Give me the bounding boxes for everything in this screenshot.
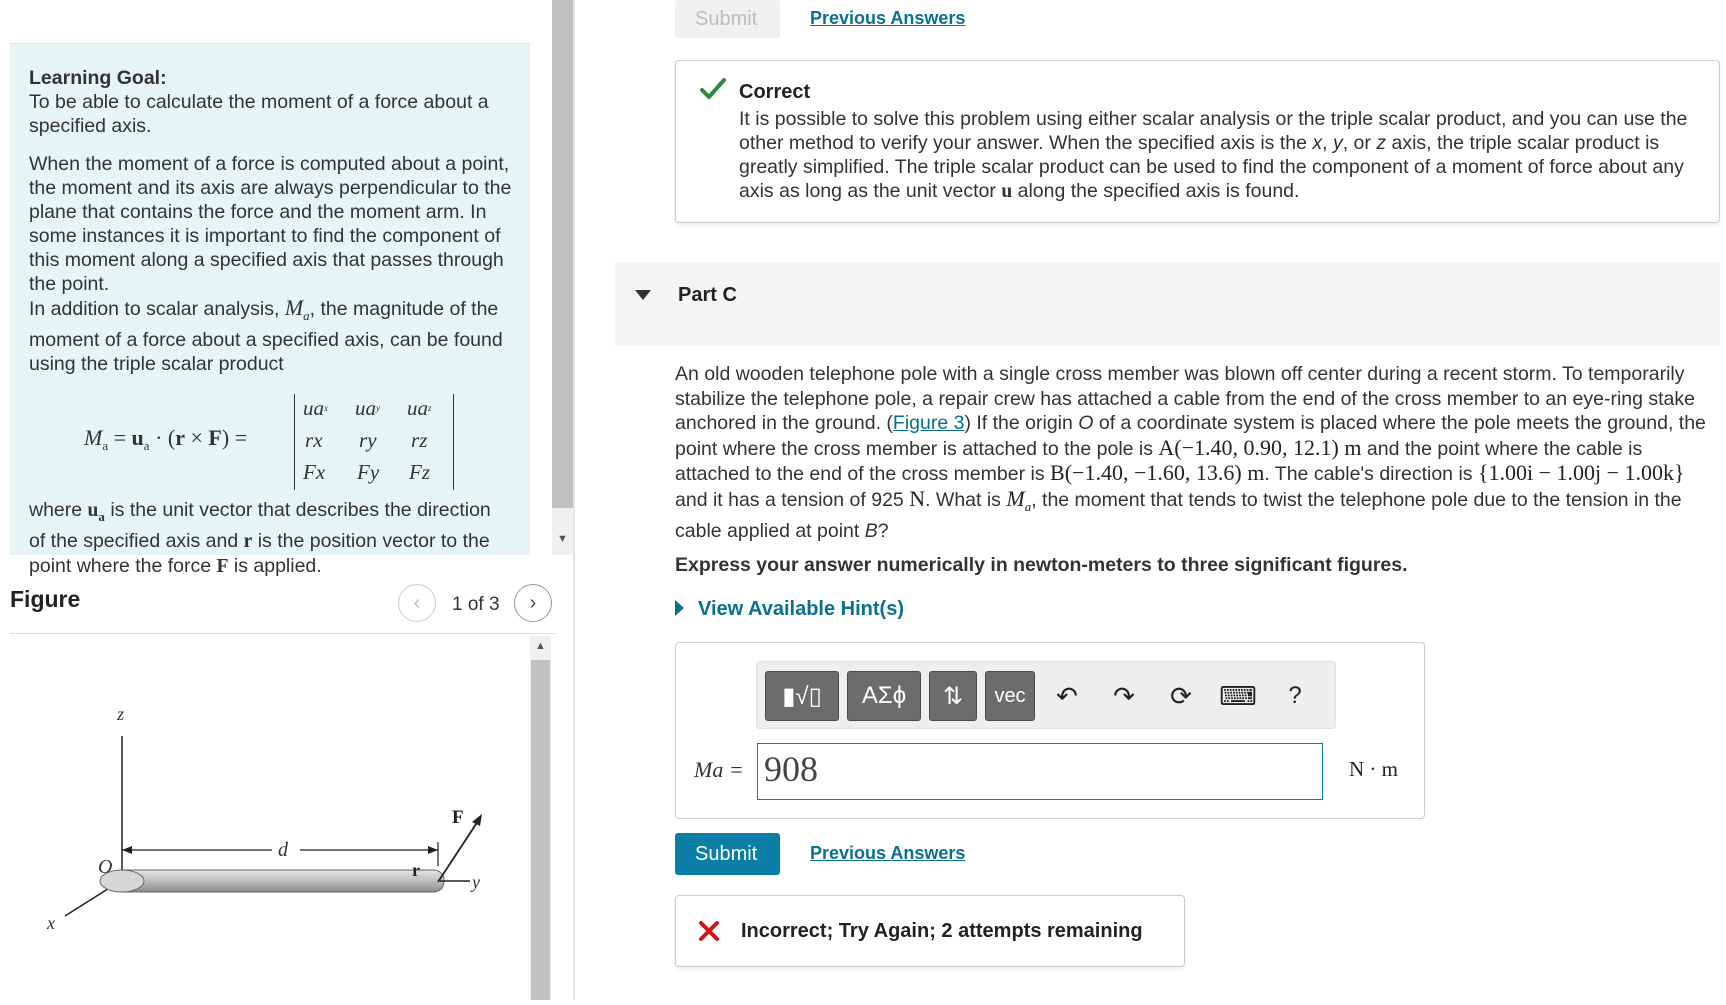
submit-button[interactable]: Submit bbox=[675, 833, 780, 875]
chevron-left-icon: ‹ bbox=[413, 591, 421, 614]
figure-previous-button[interactable] bbox=[398, 584, 436, 622]
scroll-up-arrow-icon[interactable]: ▲ bbox=[535, 640, 546, 652]
problem-text-c: of a coordinate system is placed where the pole meets the ground, the point where the cross member is attached to the pole is bbox=[675, 412, 1706, 460]
figure-title: Figure bbox=[10, 586, 81, 612]
where-text-a: where bbox=[29, 499, 83, 521]
y-axis-label: y bbox=[472, 872, 480, 892]
force-arrowhead bbox=[472, 814, 482, 826]
answer-instruction: Express your answer numerically in newton-meters to three significant figures. bbox=[675, 554, 1408, 576]
point-a-coords: A(−1.40, 0.90, 12.1) m bbox=[1158, 434, 1362, 460]
learning-goal-paragraph-2 bbox=[29, 296, 512, 376]
answer-box bbox=[675, 642, 1425, 819]
learning-goal-where bbox=[29, 498, 512, 579]
para2-text-a: In addition to scalar analysis, bbox=[29, 298, 280, 320]
correct-text-a: It is possible to solve this problem using either scalar analysis or the triple scalar product, and you can use the other method to verify your answer. When the specified axis is the bbox=[739, 108, 1688, 154]
origin-o: O bbox=[1078, 412, 1094, 434]
force-label: F bbox=[452, 807, 464, 828]
tension-unit: N bbox=[909, 485, 926, 511]
chevron-right-icon: › bbox=[529, 591, 537, 614]
problem-text-d: and the point where the cable is attached to the end of the cross member is bbox=[675, 437, 1643, 485]
collapse-caret-icon[interactable] bbox=[635, 290, 651, 300]
pane-divider[interactable] bbox=[573, 0, 575, 1000]
x-axis-label: x bbox=[47, 913, 55, 933]
previous-answers-link-top[interactable]: Previous Answers bbox=[810, 8, 966, 28]
vector-button[interactable]: vec bbox=[985, 671, 1035, 721]
math-toolbar bbox=[756, 661, 1336, 729]
point-b-name: B bbox=[864, 520, 878, 542]
z-name: z bbox=[1376, 132, 1387, 154]
expand-triangle-icon bbox=[675, 600, 684, 616]
problem-statement: An old wooden telephone pole with a single cross member was blown off center during a recent storm. To temporarily stabilize the telephone pole, a repair crew has attached a cable from the end of the cross member to an eye-ring stake anchored in the ground. (Figure 3) If the origin O of a coordinate system is placed where the pole meets the ground, the point where the cross member is attached to the pole is A(−1.40, 0.90, 12.1) m and the point where the cable is attached to the end of the cross member is B(−1.40, −1.60, 13.6) m. The cable's direction is {1.00i − 1.00j − 1.00k} and it has a tension of 925 N. What is $M_a$, the moment that tends to twist the telephone pole due to the tension in the cable applied at point B? bbox=[675, 363, 1706, 542]
where-text-c: is the position vector to the point where the force bbox=[29, 530, 490, 577]
answer-label: Ma = bbox=[694, 757, 744, 782]
unit-vector-u: u bbox=[1001, 181, 1013, 202]
subscript-superscript-button[interactable]: ⇅ bbox=[929, 671, 977, 721]
learning-goal-paragraph-1: When the moment of a force is computed about a point, the moment and its axis are always perpendicular to the plane that contains the force and the moment arm. In some instances it is important to find the component of this moment along a specified axis that passes through the point. bbox=[29, 153, 512, 295]
ma-symbol: $M_a$ bbox=[284, 295, 310, 323]
templates-button[interactable]: ▮√▯ bbox=[765, 671, 839, 721]
d-label: d bbox=[278, 839, 288, 861]
problem-text-h: , the moment that tends to twist the telephone pole due to the tension in the cable applied at point bbox=[675, 488, 1682, 542]
figure-scrollbar[interactable] bbox=[530, 636, 551, 1000]
help-icon[interactable]: ? bbox=[1288, 682, 1302, 709]
redo-icon[interactable]: ↷ bbox=[1113, 680, 1135, 711]
correct-text-c: along the specified axis is found. bbox=[1017, 180, 1300, 202]
d-arrowhead-left bbox=[122, 846, 132, 854]
problem-text-e: . The cable's direction is bbox=[1264, 463, 1473, 485]
axis-names: x bbox=[1312, 132, 1323, 154]
figure-counter: 1 of 3 bbox=[452, 594, 500, 615]
d-arrowhead-right bbox=[428, 846, 438, 854]
figure-next-button[interactable] bbox=[514, 584, 552, 622]
cross-member-beam bbox=[112, 870, 444, 892]
problem-text-f: and it has a tension of 925 bbox=[675, 488, 904, 511]
cable-direction: {1.00i − 1.00j − 1.00k} bbox=[1477, 460, 1685, 485]
origin-label: O bbox=[98, 856, 113, 878]
scrollbar-thumb[interactable] bbox=[552, 0, 573, 508]
answer-unit: N · m bbox=[1349, 757, 1398, 781]
learning-goal-scrollbar[interactable] bbox=[552, 0, 573, 555]
triple-scalar-formula bbox=[29, 394, 512, 498]
checkmark-icon bbox=[700, 77, 726, 101]
left-pane bbox=[0, 0, 575, 1000]
problem-text-g: . What is bbox=[925, 488, 1001, 511]
incorrect-message: Incorrect; Try Again; 2 attempts remaining bbox=[741, 920, 1143, 942]
reset-icon[interactable]: ⟳ bbox=[1170, 680, 1192, 711]
figure-3-link[interactable]: Figure 3 bbox=[892, 412, 965, 434]
y-name: y bbox=[1332, 132, 1343, 154]
r-symbol: r bbox=[243, 531, 253, 552]
answer-input[interactable]: 908 bbox=[757, 743, 1323, 800]
r-label: r bbox=[412, 860, 420, 880]
learning-goal-intro: To be able to calculate the moment of a force about a specified axis. bbox=[29, 91, 489, 137]
incorrect-feedback bbox=[675, 895, 1185, 967]
submit-button-disabled[interactable]: Submit bbox=[675, 0, 780, 38]
correct-feedback bbox=[675, 60, 1720, 223]
formula-determinant: u a x u a y u a z r x r y r z F x F y F z bbox=[294, 394, 454, 490]
previous-answers-link[interactable]: Previous Answers bbox=[810, 843, 966, 863]
z-axis-label: z bbox=[117, 704, 125, 724]
formula-lhs: $M_a = u_a \cdot (r \times F)$ = bbox=[84, 425, 248, 453]
where-text-b: is the unit vector that describes the direction of the specified axis and bbox=[29, 499, 491, 552]
figure-header bbox=[10, 576, 555, 634]
figure-image bbox=[10, 640, 530, 1000]
correct-explanation: It is possible to solve this problem using either scalar analysis or the triple scalar product, and you can use the other method to verify your answer. When the specified axis is the x, y, or z axis, the triple scalar product is greatly simplified. The triple scalar product can be used to find the component of a moment of force about any axis as long as the unit vector u along the specified axis is found. bbox=[739, 108, 1688, 202]
correct-title: Correct bbox=[739, 81, 811, 103]
where-text-d: is applied. bbox=[233, 555, 322, 577]
view-hints-toggle[interactable] bbox=[675, 598, 904, 621]
point-b-coords: B(−1.40, −1.60, 13.6) m bbox=[1050, 460, 1265, 485]
keyboard-icon[interactable]: ⌨ bbox=[1219, 680, 1257, 711]
ua-symbol: $u_a$ bbox=[87, 500, 105, 524]
hints-label: View Available Hint(s) bbox=[698, 598, 904, 620]
problem-text-a: An old wooden telephone pole with a single cross member was blown off center during a recent storm. To temporarily stabilize the telephone pole, a repair crew has attached a cable from the end of the cross member to an eye-ring stake anchored in the ground. ( bbox=[675, 363, 1695, 434]
learning-goal-panel bbox=[10, 43, 530, 577]
part-c-title: Part C bbox=[678, 284, 737, 306]
learning-goal-title: Learning Goal: bbox=[29, 67, 167, 89]
correct-text-b: axis, the triple scalar product is greatly simplified. The triple scalar product can be used to find the component of a moment of force about any axis as long as the unit vector bbox=[739, 132, 1684, 202]
f-symbol: F bbox=[216, 556, 229, 577]
undo-icon[interactable]: ↶ bbox=[1056, 680, 1078, 711]
para2-text-b: , the magnitude of the moment of a force about a specified axis, can be found using the triple scalar product bbox=[29, 298, 503, 375]
part-c-header[interactable] bbox=[615, 262, 1720, 346]
telephone-pole-diagram bbox=[10, 640, 530, 1000]
greek-symbols-button[interactable]: ΑΣϕ bbox=[847, 671, 921, 721]
error-x-icon bbox=[698, 920, 720, 942]
scroll-down-arrow-icon[interactable]: ▼ bbox=[557, 533, 568, 545]
problem-text-b: ) If the origin bbox=[964, 412, 1073, 434]
ma-symbol-problem: $M_a$ bbox=[1006, 485, 1032, 514]
figure-scrollbar-thumb[interactable] bbox=[531, 660, 550, 1000]
